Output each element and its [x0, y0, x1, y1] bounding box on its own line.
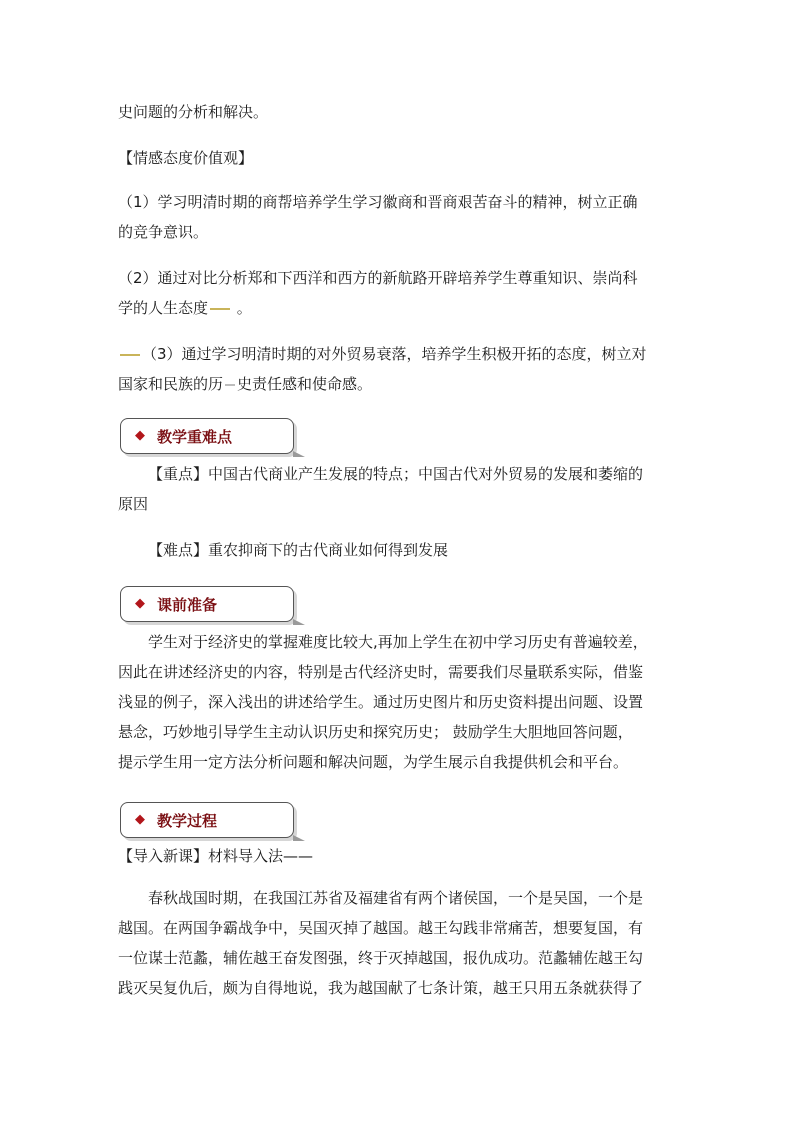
text-line: 浅显的例子，深入浅出的讲述给学生。通过历史图片和历史资料提出问题、设置 — [118, 693, 644, 711]
text-line: （2）通过对比分析郑和下西洋和西方的新航路开辟培养学生尊重知识、崇尚科 — [118, 269, 638, 287]
text-line: 原因 — [118, 495, 149, 513]
text-line: 学生对于经济史的掌握难度比较大,再加上学生在初中学习历史有普遍较差， — [148, 633, 648, 651]
text-line — [118, 298, 252, 318]
text-line: 悬念，巧妙地引导学生主动认识历史和探究历史； 鼓励学生大胆地回答问题， — [118, 723, 633, 741]
text-line: 一位谋士范蠡，辅佐越王奋发图强，终于灭掉越国，报仇成功。范蠡辅佐越王勾 — [118, 949, 644, 967]
text-fragment: 。 — [236, 299, 252, 317]
tab-tail — [293, 619, 305, 625]
diamond-icon: ◆ — [135, 812, 145, 827]
section-title: 教学过程 — [157, 812, 218, 830]
text-line: 春秋战国时期，在我国江苏省及福建省有两个诸侯国，一个是吴国，一个是 — [148, 889, 644, 907]
diamond-icon: ◆ — [135, 596, 145, 611]
text-line — [118, 344, 647, 364]
section-header-process — [120, 802, 294, 838]
text-line — [118, 374, 372, 394]
edit-mark — [225, 384, 235, 386]
text-line: 践灭吴复仇后，颇为自得地说，我为越国献了七条计策，越王只用五条就获得了 — [118, 979, 644, 997]
text-line: 的竞争意识。 — [118, 223, 209, 241]
text-line: （1）学习明清时期的商帮培养学生学习徽商和晋商艰苦奋斗的精神，树立正确 — [118, 193, 638, 211]
section-title: 教学重难点 — [157, 428, 233, 446]
text-line: 【导入新课】材料导入法—— — [118, 847, 314, 865]
text-fragment: 史责任感和使命感。 — [237, 375, 373, 393]
text-line: 【重点】中国古代商业产生发展的特点；中国古代对外贸易的发展和萎缩的 — [148, 465, 644, 483]
edit-mark — [120, 354, 140, 356]
text-line: 越国。在两国争霸战争中，吴国灭掉了越国。越王勾践非常痛苦，想要复国，有 — [118, 919, 644, 937]
edit-mark — [210, 308, 230, 310]
text-line: 因此在讲述经济史的内容，特别是古代经济史时，需要我们尽量联系实际，借鉴 — [118, 663, 644, 681]
text-fragment: 学的人生态度 — [118, 299, 209, 317]
text-line: 【难点】重农抑商下的古代商业如何得到发展 — [148, 541, 449, 559]
text-fragment: 国家和民族的历 — [118, 375, 224, 393]
section-header-preparation — [120, 586, 294, 622]
text-fragment: （3）通过学习明清时期的对外贸易衰落，培养学生积极开拓的态度，树立对 — [142, 345, 647, 363]
subheading: 【情感态度价值观】 — [118, 149, 254, 167]
section-title: 课前准备 — [157, 596, 218, 614]
tab-tail — [293, 451, 305, 457]
section-header-key-points — [120, 418, 294, 454]
text-line: 史问题的分析和解决。 — [118, 103, 269, 121]
text-line: 提示学生用一定方法分析问题和解决问题，为学生展示自我提供机会和平台。 — [118, 753, 629, 771]
tab-tail — [293, 835, 305, 841]
diamond-icon: ◆ — [135, 428, 145, 443]
